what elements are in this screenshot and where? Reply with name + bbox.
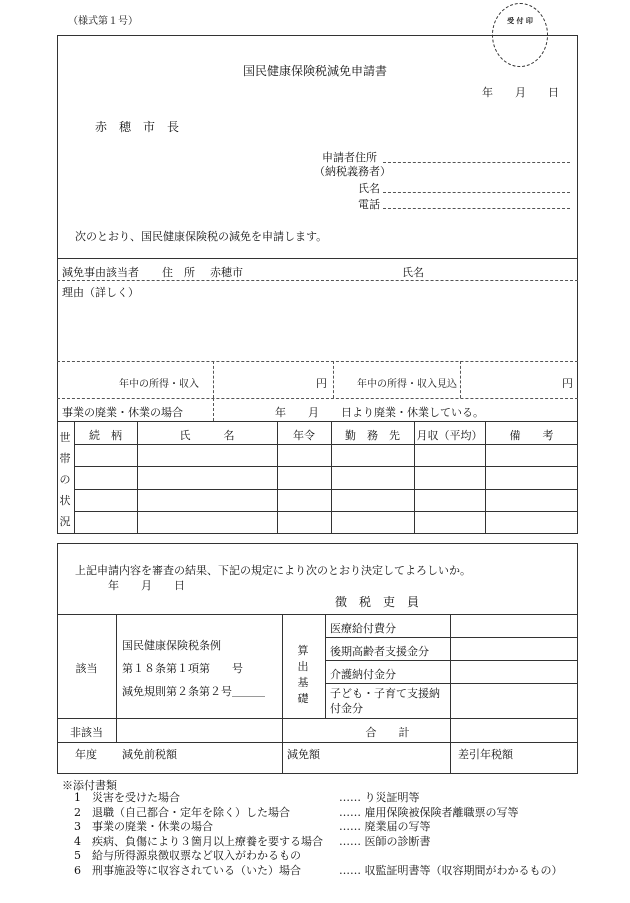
attachment-doc: …… 廃業届の写等 [339, 820, 431, 833]
reduction-amount-label: 減免額 [287, 748, 320, 761]
header-workplace: 勤 務 先 [345, 429, 400, 442]
header-remarks: 備 考 [509, 429, 554, 442]
stamp-label: 受 付 印 [507, 16, 533, 25]
attachment-doc: …… 収監証明書等（収容期間がわかるもの） [339, 863, 563, 877]
page-title: 国民健康保険税減免申請書 [242, 64, 387, 78]
form-number: （様式第１号） [68, 16, 138, 27]
reason-name-label: 氏名 [402, 266, 424, 279]
list-item: 1 災害を受けた場合 [74, 791, 180, 804]
applicant-phone-label: 電話 [358, 198, 380, 211]
attachments-documents [339, 791, 563, 878]
ordinance-article: 第１８条第１項第 号 [122, 662, 243, 675]
total-label: 合 計 [365, 726, 410, 739]
decision-date: 年 月 日 [108, 579, 185, 592]
attachment-doc [339, 849, 563, 864]
list-item: 6 刑事施設等に収容されている（いた）場合 [74, 863, 301, 877]
phone-field[interactable] [383, 208, 570, 209]
medical-benefit-item: 医療給付費分 [330, 622, 396, 635]
header-age: 年令 [293, 429, 315, 442]
fiscal-year-label: 年度 [75, 748, 97, 761]
address-field[interactable] [383, 162, 570, 163]
income-label: 年中の所得・収入 [119, 379, 199, 390]
attachments-heading: ※添付書類 [62, 779, 117, 792]
application-date: 年 月 日 [482, 86, 559, 99]
household-side-label: 世 帯 の 状 況 [59, 431, 71, 528]
attachments-list [74, 791, 323, 878]
taxpayer-label: （納税義務者） [314, 165, 391, 178]
tax-official: 徴 税 吏 員 [335, 595, 420, 609]
applicant-label: 減免事由該当者 [62, 266, 139, 279]
list-item: 5 給与所得源泉徴収票など収入がわかるもの [74, 849, 301, 862]
request-text: 次のとおり、国民健康保険税の減免を申請します。 [75, 230, 328, 243]
decision-text: 上記申請内容を審査の結果、下記の規定により次のとおり決定してよろしいか。 [75, 564, 471, 577]
list-item: 2 退職（自己都合・定年を除く）した場合 [74, 805, 290, 819]
pre-reduction-tax-label: 減免前税額 [122, 748, 177, 761]
child-support-item: 子ども・子育て支援納付金分 [330, 687, 440, 715]
city-name: 赤穂市 [210, 266, 243, 279]
closure-text: 年 月 日より廃業・休業している。 [275, 406, 484, 419]
addressee: 赤 穂 市 長 [95, 120, 180, 134]
attachment-doc: …… 雇用保険被保険者離職票の写等 [339, 805, 519, 819]
list-item: 3 事業の廃業・休業の場合 [74, 820, 213, 833]
header-relation: 続 柄 [89, 429, 122, 442]
income-yen: 円 [316, 377, 327, 390]
reason-label: 理由（詳しく） [62, 286, 139, 299]
ordinance-name: 国民健康保険税条例 [122, 639, 221, 652]
reduction-rule: 減免規則第２条第２号＿＿＿ [122, 685, 265, 698]
applicable-label: 該当 [75, 662, 98, 675]
attachment-doc: …… り災証明等 [339, 791, 420, 804]
applicant-address-label: 申請者住所 [322, 151, 377, 164]
net-annual-tax-label: 差引年税額 [458, 748, 513, 761]
applicant-name-label: 氏名 [358, 182, 380, 195]
nursing-care-item: 介護納付金分 [330, 668, 396, 681]
list-item: 4 疾病、負傷により３箇月以上療養を要する場合 [74, 834, 323, 848]
not-applicable-label: 非該当 [70, 726, 103, 739]
income-forecast-yen: 円 [562, 377, 573, 390]
attachment-doc: …… 医師の診断書 [339, 834, 431, 848]
name-field[interactable] [383, 192, 570, 193]
elderly-support-item: 後期高齢者支援金分 [330, 645, 429, 658]
income-forecast-label: 年中の所得・収入見込 [357, 379, 457, 390]
calculation-basis-label: 算 出 基 礎 [297, 644, 309, 705]
reason-address-label: 住 所 [162, 266, 195, 279]
header-name: 氏 名 [179, 429, 235, 442]
header-monthly-income: 月収（平均） [416, 429, 483, 442]
closure-label: 事業の廃業・休業の場合 [62, 406, 183, 419]
